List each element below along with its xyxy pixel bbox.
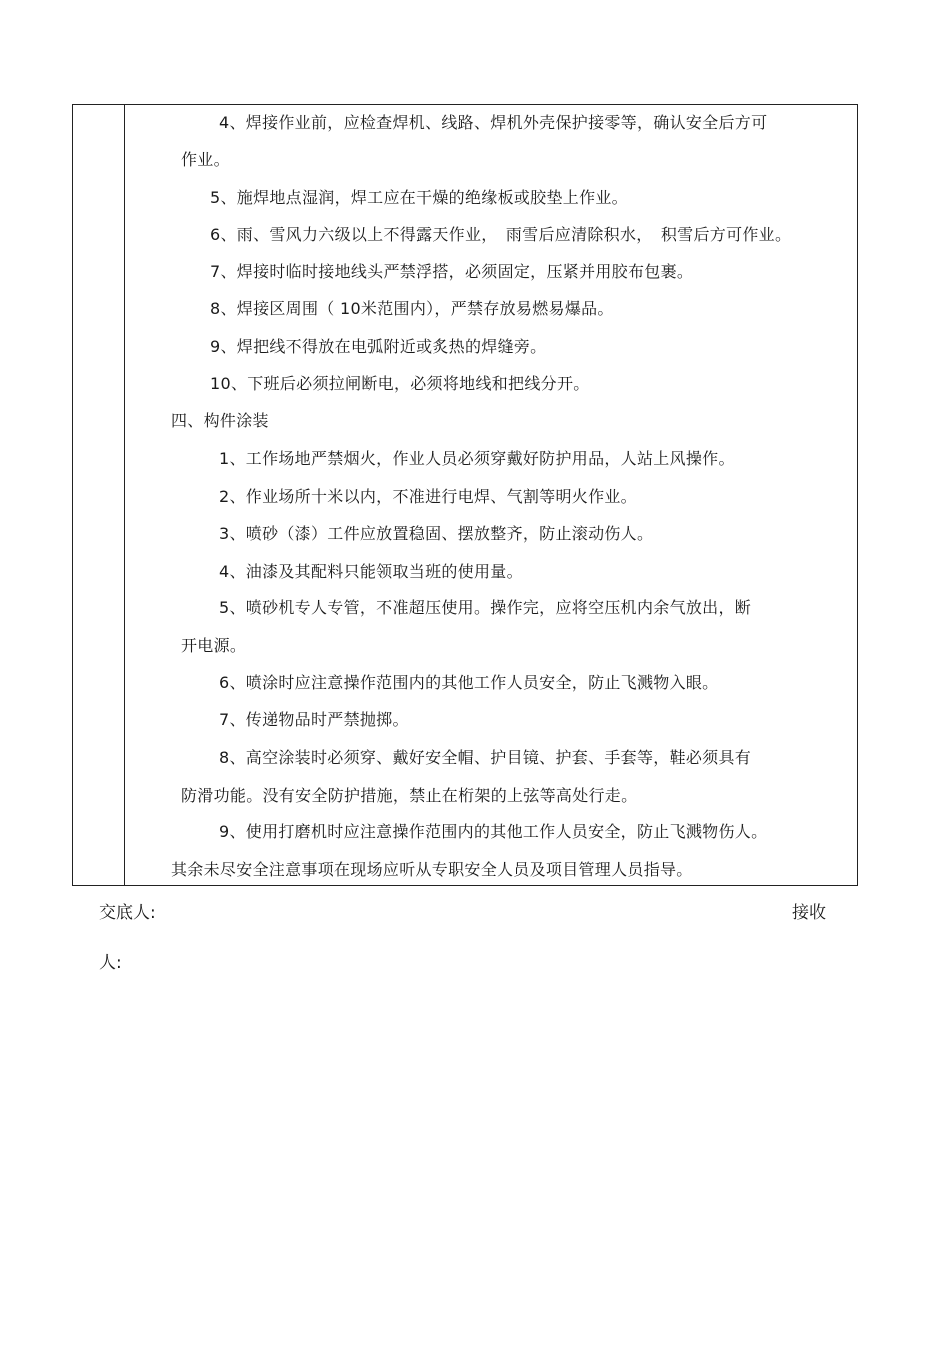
text-line-8: 10、下班后必须拉闸断电，必须将地线和把线分开。 (210, 374, 590, 393)
text-line-15: 开电源。 (181, 636, 247, 655)
text-line-3: 5、施焊地点湿润，焊工应在干燥的绝缘板或胶垫上作业。 (210, 188, 628, 207)
text-line-14: 5、喷砂机专人专管，不准超压使用。操作完，应将空压机内余气放出，断 (219, 598, 752, 617)
receiver-label-part2: 人: (99, 953, 122, 973)
text-line-11: 2、作业场所十米以内，不准进行电焊、气割等明火作业。 (219, 487, 637, 506)
text-line-20: 9、使用打磨机时应注意操作范围内的其他工作人员安全，防止飞溅物伤人。 (219, 822, 768, 841)
text-line-19: 防滑功能。没有安全防护措施，禁止在桁架的上弦等高处行走。 (181, 786, 638, 805)
text-line-13: 4、油漆及其配料只能领取当班的使用量。 (219, 562, 523, 581)
text-line-12: 3、喷砂（漆）工件应放置稳固、摆放整齐，防止滚动伤人。 (219, 524, 654, 543)
text-line-4: 6、雨、雪风力六级以上不得露天作业， 雨雪后应清除积水， 积雪后方可作业。 (210, 225, 792, 244)
text-line-2: 作业。 (181, 150, 230, 169)
closing-note: 其余未尽安全注意事项在现场应听从专职安全人员及项目管理人员指导。 (171, 860, 693, 879)
text-line-17: 7、传递物品时严禁抛掷。 (219, 710, 409, 729)
handover-person-label: 交底人: (99, 903, 156, 923)
table-content-cell (125, 105, 857, 885)
text-line-1: 4、焊接作业前，应检查焊机、线路、焊机外壳保护接零等，确认安全后方可 (219, 113, 768, 132)
text-line-5: 7、焊接时临时接地线头严禁浮搭，必须固定，压紧并用胶布包裹。 (210, 262, 694, 281)
table-left-column (73, 105, 125, 885)
text-line-16: 6、喷涂时应注意操作范围内的其他工作人员安全，防止飞溅物入眼。 (219, 673, 719, 692)
text-line-6: 8、焊接区周围（ 10米范围内），严禁存放易燃易爆品。 (210, 299, 614, 318)
text-line-10: 1、工作场地严禁烟火，作业人员必须穿戴好防护用品，人站上风操作。 (219, 449, 735, 468)
receiver-label-part1: 接收 (792, 903, 826, 923)
text-line-7: 9、焊把线不得放在电弧附近或炙热的焊缝旁。 (210, 337, 547, 356)
safety-briefing-table (72, 104, 858, 886)
section-heading-coating: 四、构件涂装 (171, 411, 269, 430)
text-line-18: 8、高空涂装时必须穿、戴好安全帽、护目镜、护套、手套等，鞋必须具有 (219, 748, 752, 767)
